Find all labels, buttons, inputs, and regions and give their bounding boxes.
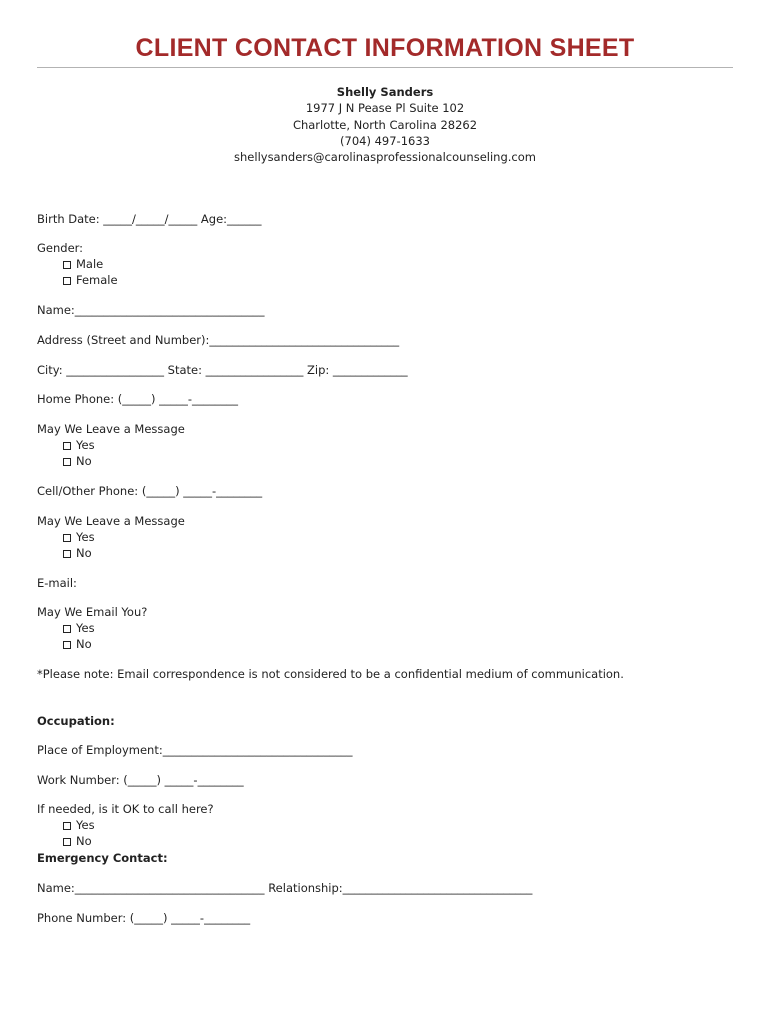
gender-option-female[interactable]: Female xyxy=(63,272,118,288)
checkbox-icon[interactable] xyxy=(63,822,71,830)
occupation-heading: Occupation: xyxy=(37,714,115,728)
ok-to-call-yes[interactable]: Yes xyxy=(63,817,95,833)
emergency-phone-field[interactable]: Phone Number: (_____) _____-________ xyxy=(37,911,251,925)
ok-to-call-no[interactable]: No xyxy=(63,833,92,849)
gender-option-male[interactable]: Male xyxy=(63,256,103,272)
checkbox-icon[interactable] xyxy=(63,261,71,269)
checkbox-icon[interactable] xyxy=(63,534,71,542)
ok-to-call-label: If needed, is it OK to call here? xyxy=(37,802,214,816)
name-field[interactable]: Name:_________________________________ xyxy=(37,303,265,317)
email-note: *Please note: Email correspondence is not considered to be a confidential medium of communication. xyxy=(37,667,624,681)
practitioner-name: Shelly Sanders xyxy=(336,85,434,99)
cell-phone-field[interactable]: Cell/Other Phone: (_____) _____-________ xyxy=(37,484,263,498)
practitioner-phone: (704) 497-1633 xyxy=(340,133,430,148)
home-message-yes[interactable]: Yes xyxy=(63,437,95,453)
page-title: CLIENT CONTACT INFORMATION SHEET xyxy=(135,34,635,62)
gender-label: Gender: xyxy=(37,241,84,255)
cell-message-no[interactable]: No xyxy=(63,545,92,561)
email-permission-label: May We Email You? xyxy=(37,605,148,619)
checkbox-icon[interactable] xyxy=(63,838,71,846)
practitioner-city-state-zip: Charlotte, North Carolina 28262 xyxy=(292,117,478,132)
practitioner-email: shellysanders@carolinasprofessionalcounseling.com xyxy=(234,150,536,165)
checkbox-icon[interactable] xyxy=(63,442,71,450)
home-message-no[interactable]: No xyxy=(63,453,92,469)
cell-message-yes[interactable]: Yes xyxy=(63,529,95,545)
checkbox-icon[interactable] xyxy=(63,625,71,633)
home-message-label: May We Leave a Message xyxy=(37,422,185,436)
home-phone-field[interactable]: Home Phone: (_____) _____-________ xyxy=(37,392,239,406)
birth-date-field[interactable]: Birth Date: _____/_____/_____ Age:______ xyxy=(37,212,262,226)
title-divider xyxy=(37,67,733,68)
emergency-name-relationship-field[interactable]: Name:_________________________________ Relationship:_________________________________ xyxy=(37,881,533,895)
emergency-contact-heading: Emergency Contact: xyxy=(37,851,168,865)
address-field[interactable]: Address (Street and Number):_________________________________ xyxy=(37,333,400,347)
email-field[interactable]: E-mail: xyxy=(37,576,77,590)
checkbox-icon[interactable] xyxy=(63,458,71,466)
place-of-employment-field[interactable]: Place of Employment:_________________________________ xyxy=(37,743,353,757)
work-number-field[interactable]: Work Number: (_____) _____-________ xyxy=(37,773,244,787)
checkbox-icon[interactable] xyxy=(63,641,71,649)
email-permission-yes[interactable]: Yes xyxy=(63,620,95,636)
practitioner-street: 1977 J N Pease Pl Suite 102 xyxy=(305,101,465,116)
checkbox-icon[interactable] xyxy=(63,277,71,285)
city-state-zip-field[interactable]: City: _________________ State: _________________ Zip: _____________ xyxy=(37,363,408,377)
cell-message-label: May We Leave a Message xyxy=(37,514,185,528)
practitioner-header xyxy=(0,84,770,165)
email-permission-no[interactable]: No xyxy=(63,636,92,652)
checkbox-icon[interactable] xyxy=(63,550,71,558)
